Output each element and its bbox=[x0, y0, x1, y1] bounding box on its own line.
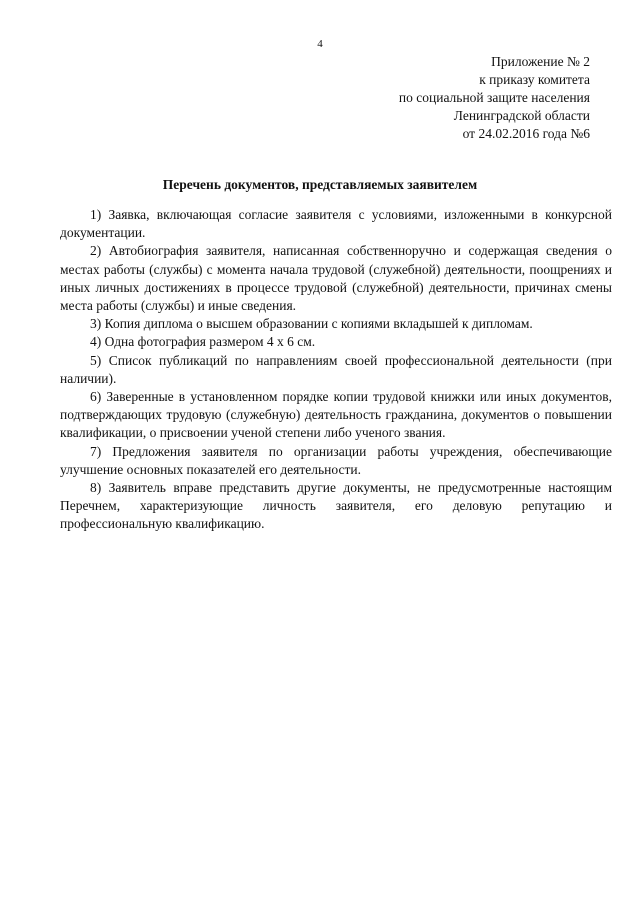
appendix-line: от 24.02.2016 года №6 bbox=[462, 126, 590, 141]
document-title: Перечень документов, представляемых заявителем bbox=[162, 177, 478, 192]
appendix-header bbox=[399, 53, 590, 143]
list-item: 7) Предложения заявителя по организации работы учреждения, обеспечивающие улучшение основных показателей его деятельности. bbox=[60, 443, 612, 477]
list-item: 2) Автобиография заявителя, написанная собственноручно и содержащая сведения о местах работы (службы) с момента начала трудовой (служебной) деятельности, поощрениях и иных личных достижениях в процессе трудовой (служебной) деятельности, причинах смены места работы (службы) и иные сведения. bbox=[60, 243, 612, 314]
list-item: 3) Копия диплома о высшем образовании с копиями вкладышей к дипломам. bbox=[90, 316, 533, 332]
list-item: 5) Список публикаций по направлениям своей профессиональной деятельности (при наличии). bbox=[60, 352, 612, 386]
page-number: 4 bbox=[317, 38, 323, 50]
list-item: 1) Заявка, включающая согласие заявителя с условиями, изложенными в конкурсной документации. bbox=[60, 207, 612, 241]
appendix-line: Приложение № 2 bbox=[491, 54, 590, 69]
document-list bbox=[60, 206, 612, 534]
list-item: 8) Заявитель вправе представить другие документы, не предусмотренные настоящим Перечнем, характеризующие личность заявителя, его деловую репутацию и профессиональную квалификацию. bbox=[60, 480, 612, 532]
appendix-line: к приказу комитета bbox=[479, 72, 590, 87]
list-item: 4) Одна фотография размером 4 х 6 см. bbox=[90, 334, 316, 350]
appendix-line: Ленинградской области bbox=[453, 108, 590, 123]
appendix-line: по социальной защите населения bbox=[398, 90, 590, 105]
list-item: 6) Заверенные в установленном порядке копии трудовой книжки или иных документов, подтверждающих трудовую (служебную) деятельность гражданина, документов о повышении квалификации, о присвоении ученой степени либо ученого звания. bbox=[60, 389, 612, 441]
